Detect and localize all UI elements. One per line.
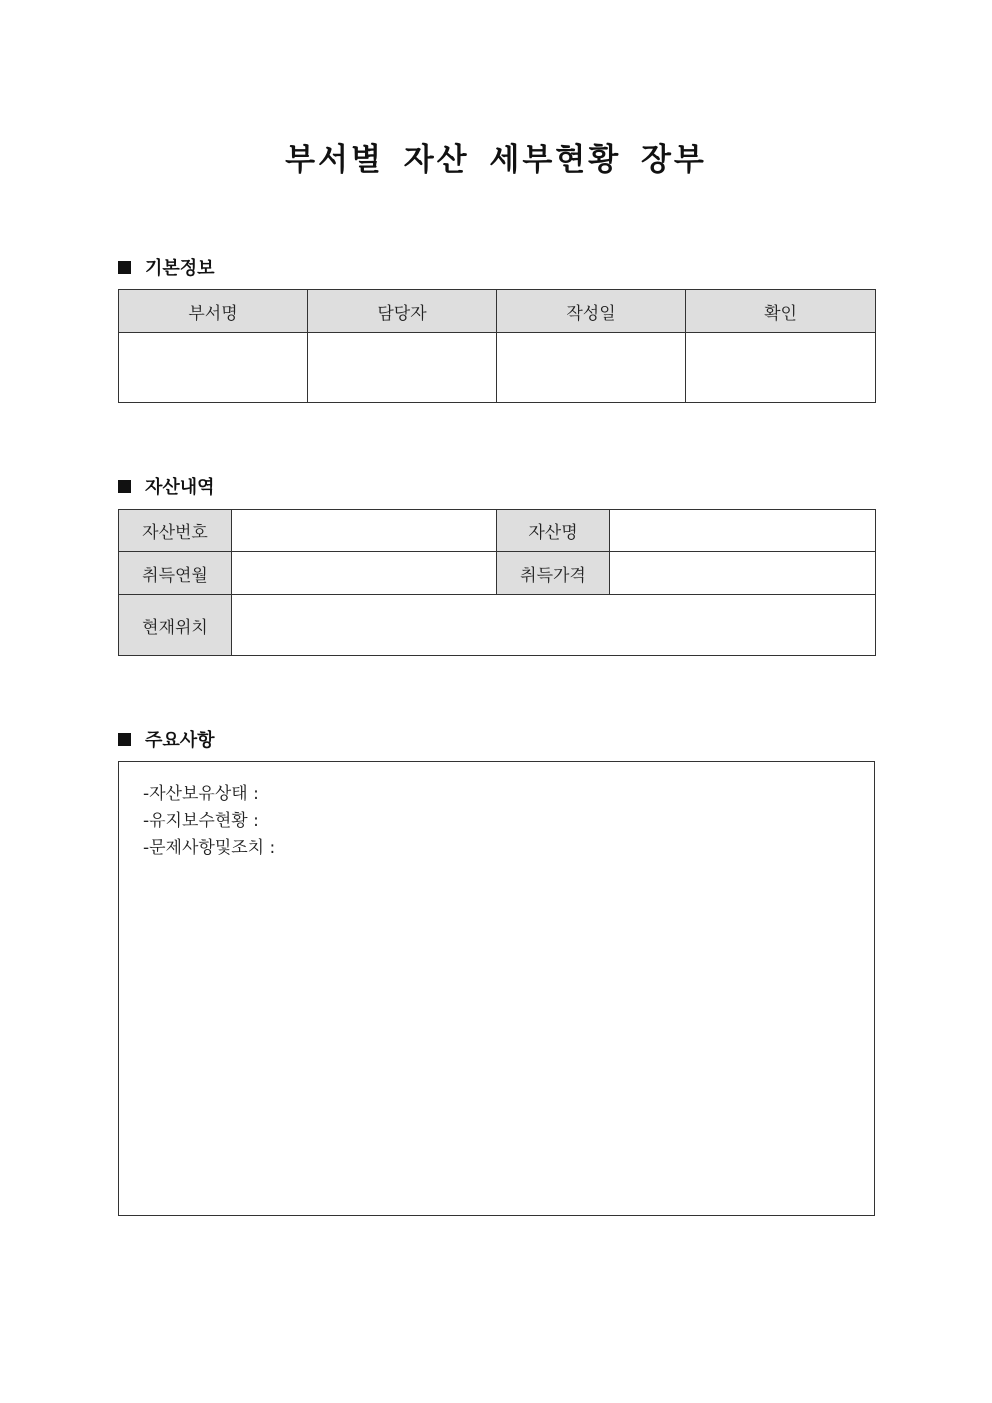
asset-details-heading	[118, 473, 215, 499]
notes-heading	[118, 726, 215, 752]
manager-field[interactable]	[308, 333, 497, 403]
location-label: 현재위치	[119, 595, 232, 656]
asset-number-label: 자산번호	[119, 510, 232, 552]
notes-box[interactable]	[118, 761, 875, 1216]
acquisition-date-label: 취득연월	[119, 552, 232, 595]
notes-list	[119, 762, 874, 862]
location-field[interactable]	[232, 595, 876, 656]
basic-info-heading	[118, 254, 215, 280]
asset-number-field[interactable]	[232, 510, 497, 552]
square-bullet-icon	[118, 733, 131, 746]
acquisition-price-label: 취득가격	[497, 552, 610, 595]
acquisition-date-field[interactable]	[232, 552, 497, 595]
asset-row-acquisition	[119, 552, 876, 595]
basic-info-header-row	[119, 290, 876, 333]
asset-row-location	[119, 595, 876, 656]
acquisition-price-field[interactable]	[610, 552, 876, 595]
confirm-header: 확인	[686, 290, 876, 333]
asset-details-table	[118, 509, 876, 656]
note-issues-actions: -문제사항및조치 :	[143, 838, 276, 858]
asset-name-field[interactable]	[610, 510, 876, 552]
confirm-field[interactable]	[686, 333, 876, 403]
page-title: 부서별 자산 세부현황 장부	[285, 142, 707, 178]
dept-name-header: 부서명	[119, 290, 308, 333]
square-bullet-icon	[118, 261, 131, 274]
basic-info-value-row	[119, 333, 876, 403]
manager-header: 담당자	[308, 290, 497, 333]
date-written-header: 작성일	[497, 290, 686, 333]
basic-info-table	[118, 289, 876, 403]
notes-heading-label: 주요사항	[145, 730, 215, 751]
asset-details-heading-label: 자산내역	[145, 477, 215, 498]
note-asset-condition: -자산보유상태 :	[143, 784, 259, 804]
square-bullet-icon	[118, 480, 131, 493]
date-written-field[interactable]	[497, 333, 686, 403]
asset-row-number-name	[119, 510, 876, 552]
asset-name-label: 자산명	[497, 510, 610, 552]
basic-info-heading-label: 기본정보	[145, 258, 215, 279]
note-maintenance-status: -유지보수현황 :	[143, 811, 259, 831]
dept-name-field[interactable]	[119, 333, 308, 403]
